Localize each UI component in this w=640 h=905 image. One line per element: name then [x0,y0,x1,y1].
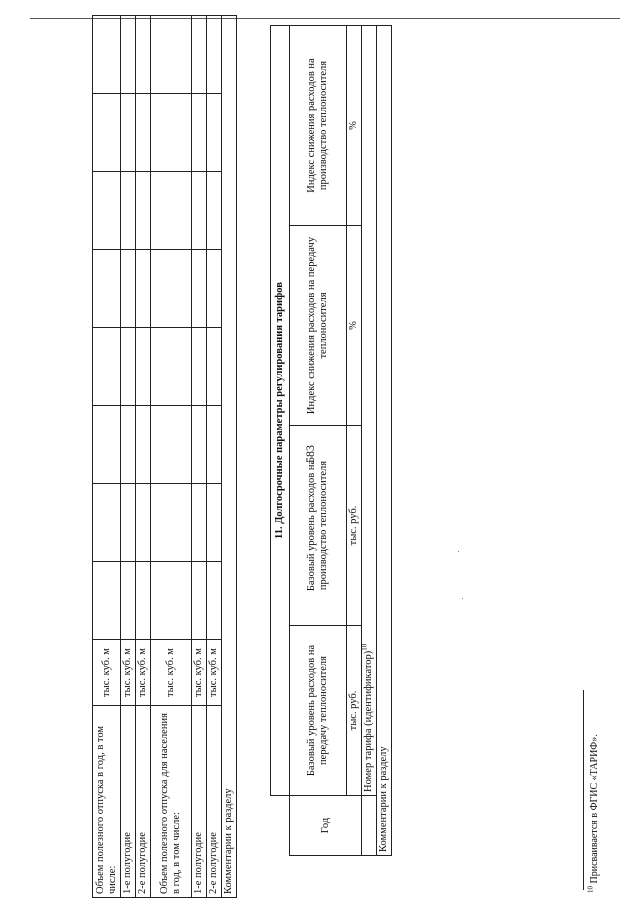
col-base-transfer-header: Базовый уровень расходов на передачу теплоносителя [290,626,347,796]
value-cell[interactable] [93,484,121,562]
col-index-production-header: Индекс снижения расходов на производство теплоносителя [290,26,347,226]
value-cell[interactable] [121,250,136,328]
footnote [588,593,602,893]
footnote-text: Присваивается в ФГИС «ТАРИФ». [589,734,600,884]
comments-cell[interactable]: Комментарии к разделу [377,26,392,856]
value-cell[interactable] [136,328,151,406]
value-cell[interactable] [207,250,222,328]
scan-speck [458,551,459,552]
value-cell[interactable] [121,94,136,172]
footnote-ref: 10 [360,643,369,651]
value-cell[interactable] [121,484,136,562]
value-cell[interactable] [192,562,207,640]
footnote-marker: 10 [586,886,595,893]
tariff-parameters-table [270,25,392,856]
scan-speck [462,598,463,599]
value-cell[interactable] [136,406,151,484]
unit-index-production: % [347,26,362,226]
table-row [93,16,121,898]
unit-base-production: тыс. руб. [347,426,362,626]
value-cell[interactable] [136,250,151,328]
units-row [347,26,362,856]
row-unit: тыс. куб. м [192,640,207,706]
value-cell[interactable] [93,250,121,328]
value-cell[interactable] [151,250,192,328]
table-row [192,16,207,898]
unit-index-transfer: % [347,226,362,426]
value-cell[interactable] [151,94,192,172]
value-cell[interactable] [207,172,222,250]
section-title: 11. Долгосрочные параметры регулирования тарифов [271,26,290,796]
tariff-number-label: Номер тарифа (идентификатор) [363,650,374,792]
table-row [271,26,290,856]
value-cell[interactable] [192,406,207,484]
value-cell[interactable] [151,328,192,406]
top-table-wrapper [92,16,236,898]
table-row [151,16,192,898]
row-unit: тыс. куб. м [136,640,151,706]
tariff-number-cell[interactable] [362,26,377,796]
top-table [92,15,237,898]
value-cell[interactable] [207,484,222,562]
row-unit: тыс. куб. м [121,640,136,706]
value-cell[interactable] [151,562,192,640]
row-label: Объем полезного отпуска для населения в год, в том числе: [151,706,192,898]
value-cell[interactable] [192,94,207,172]
page-number: 583 [303,445,317,463]
unit-base-transfer: тыс. руб. [347,626,362,796]
value-cell[interactable] [192,328,207,406]
value-cell[interactable] [136,172,151,250]
row-unit: тыс. куб. м [151,640,192,706]
col-year-header: Год [290,796,362,856]
value-cell[interactable] [93,172,121,250]
row-label: Объем полезного отпуска в год, в том числе: [93,706,121,898]
table-row [377,26,392,856]
row-label: 1-е полугодие [192,706,207,898]
value-cell[interactable] [151,484,192,562]
value-cell[interactable] [192,250,207,328]
value-cell[interactable] [362,796,377,856]
table-header-row [290,26,347,856]
value-cell[interactable] [207,406,222,484]
section-11-wrapper [270,26,389,856]
col-base-production-header: Базовый уровень расходов на производство теплоносителя [290,426,347,626]
value-cell[interactable] [136,94,151,172]
table-row [362,26,377,856]
value-cell[interactable] [192,484,207,562]
table-row [136,16,151,898]
value-cell[interactable] [136,562,151,640]
row-label: 1-е полугодие [121,706,136,898]
value-cell[interactable] [121,172,136,250]
row-unit: тыс. куб. м [207,640,222,706]
value-cell[interactable] [93,16,121,94]
row-label: 2-е полугодие [136,706,151,898]
comments-cell[interactable]: Комментарии к разделу [222,16,237,898]
value-cell[interactable] [151,406,192,484]
value-cell[interactable] [121,16,136,94]
value-cell[interactable] [192,16,207,94]
value-cell[interactable] [136,484,151,562]
value-cell[interactable] [93,94,121,172]
table-row [207,16,222,898]
row-unit: тыс. куб. м [93,640,121,706]
value-cell[interactable] [151,172,192,250]
value-cell[interactable] [207,16,222,94]
row-label: 2-е полугодие [207,706,222,898]
value-cell[interactable] [207,94,222,172]
value-cell[interactable] [136,16,151,94]
value-cell[interactable] [207,562,222,640]
col-index-transfer-header: Индекс снижения расходов на передачу теплоносителя [290,226,347,426]
table-row [121,16,136,898]
value-cell[interactable] [93,328,121,406]
value-cell[interactable] [151,16,192,94]
value-cell[interactable] [93,406,121,484]
value-cell[interactable] [121,562,136,640]
value-cell[interactable] [121,406,136,484]
footnote-rule [583,690,584,890]
value-cell[interactable] [93,562,121,640]
value-cell[interactable] [192,172,207,250]
value-cell[interactable] [207,328,222,406]
table-row [222,16,237,898]
value-cell[interactable] [121,328,136,406]
